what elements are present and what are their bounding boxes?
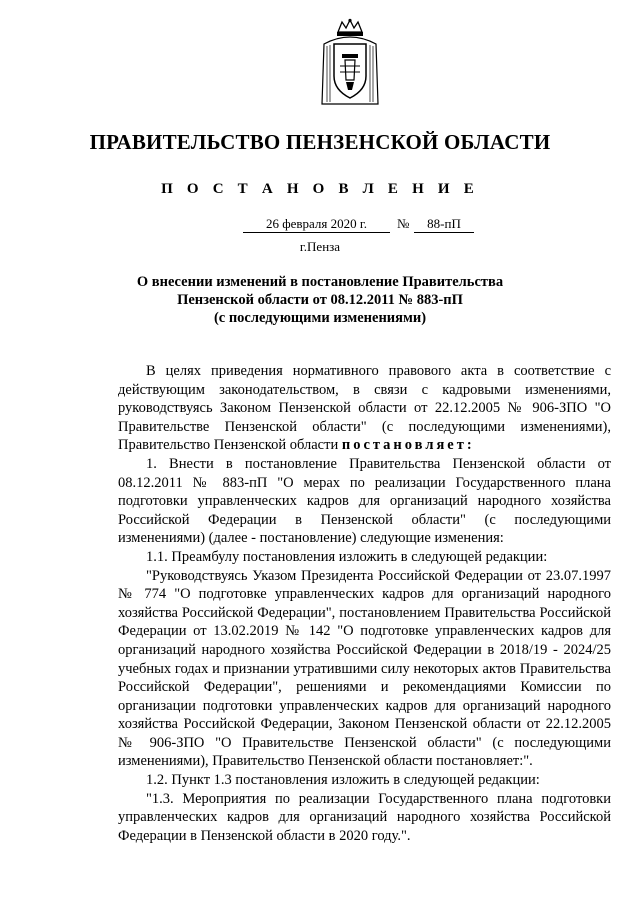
paragraph: 1.2. Пункт 1.3 постановления изложить в следующей редакции: [146, 772, 540, 789]
city: г.Пенза [299, 239, 341, 254]
government-title: ПРАВИТЕЛЬСТВО ПЕНЗЕНСКОЙ ОБЛАСТИ [89, 130, 551, 154]
paragraph: 1. Внести в постановление Правительства Пензенской области от 08.12.2011 № 883-пП "О мерах по реализации Государственного плана подготовки управленческих кадров для организаций народного хозяйства Российской Федерации в Пензенской области" (с последующими изменениями) (далее - постановление) следующие изменения: [118, 455, 611, 547]
paragraph: 1.1. Преамбулу постановления изложить в следующей редакции: [146, 548, 548, 565]
coat-of-arms-icon [318, 18, 382, 108]
paragraph-text: В целях приведения нормативного правового акта в соответствие с действующим законодательством, в связи с кадровыми изменениями, руководствуясь Законом Пензенской области от 22.12.2005 № 906-ЗПО "О Правительстве Пензенской области" (с последующими изменениями), Правительство Пензенской области [118, 363, 611, 454]
paragraph: "Руководствуясь Указом Президента Российской Федерации от 23.07.1997 № 774 "О подготовке управленческих кадров для организаций народного хозяйства Российской Федерации", постановлением Правительства Российской Федерации от 13.02.2019 № 142 "О подготовке управленческих кадров для организаций народного хозяйства Российской Федерации в 2018/19 - 2024/25 учебных годах и признании утратившими силу некоторых актов Правительства Российской Федерации", решениями и рекомендациями Комиссии по организации подготовки управленческих кадров для организаций народного хозяйства Российской Федерации, Законом Пензенской области от 22.12.2005 № 906-ЗПО "О Правительстве Пензенской области" (с последующими изменениями), Правительство Пензенской области постановляет:". [118, 567, 611, 770]
subject-line: О внесении изменений в постановление Правительства [136, 274, 504, 290]
document-body [118, 362, 611, 845]
document-number: 88-пП [414, 216, 474, 233]
paragraph [118, 362, 611, 455]
paragraph: "1.3. Мероприятия по реализации Государственного плана подготовки управленческих кадров для организаций народного хозяйства Российской Федерации в Пензенской области в 2020 году.". [118, 790, 611, 844]
number-sign: № [397, 216, 410, 231]
document-type: П О С Т А Н О В Л Е Н И Е [161, 181, 479, 197]
document-date: 26 февраля 2020 г. [243, 216, 390, 233]
subject-line: Пензенской области от 08.12.2011 № 883-пП [177, 292, 463, 308]
resolution-keyword: постановляет: [341, 437, 475, 454]
document-subject [100, 273, 540, 327]
subject-line: (с последующими изменениями) [213, 310, 427, 326]
